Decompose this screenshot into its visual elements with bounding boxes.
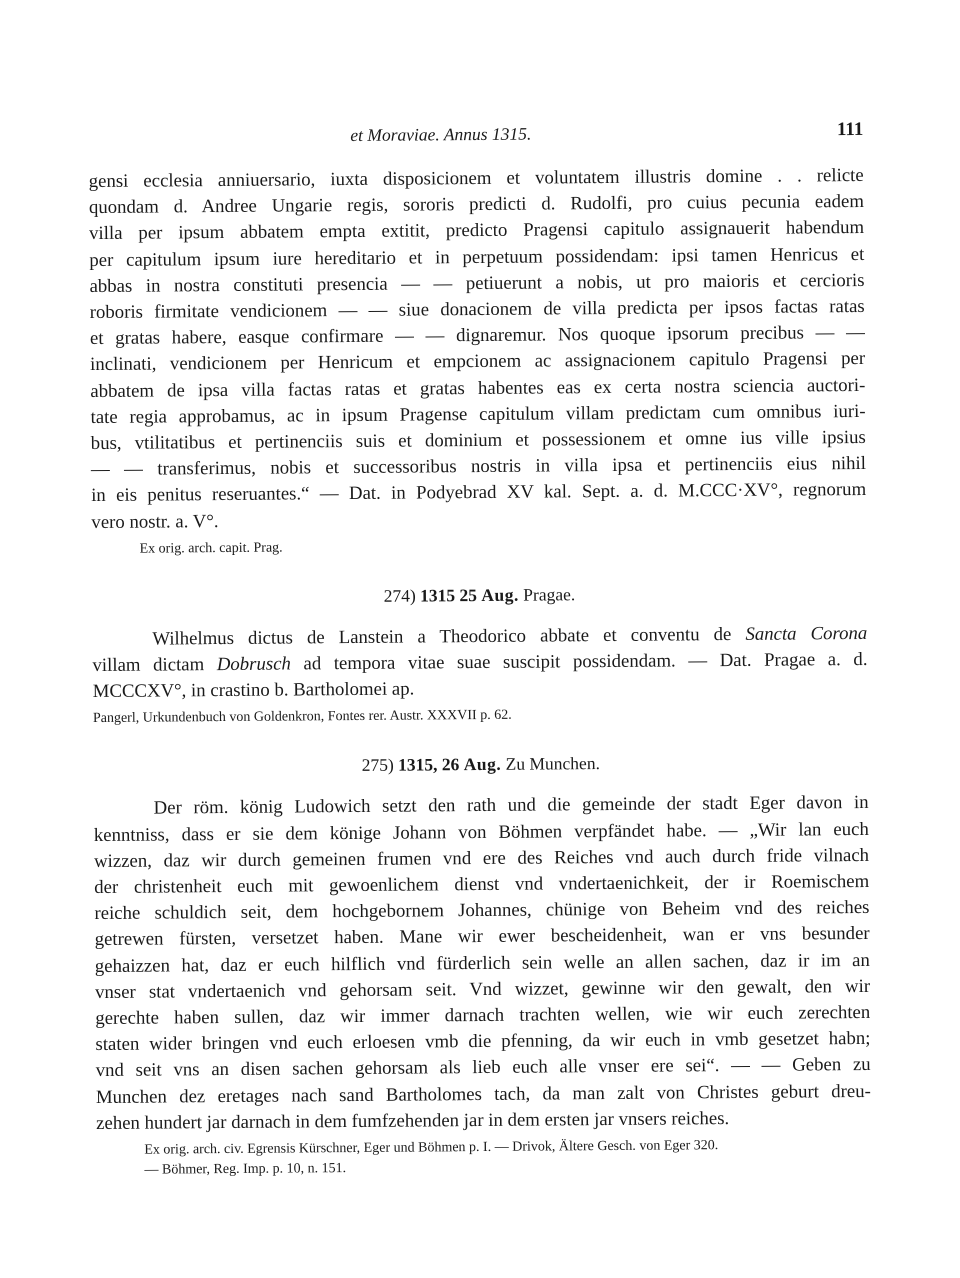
text-line: Munchen dez eretages nach sand Bartholomes tach, da man zalt von Christes geburt dreu-: [95, 1080, 871, 1108]
text-line: reiche schuldich seit, dem hochgebornem Johannes, chünige von Beheim vnd des reiches: [94, 897, 870, 925]
text-fragment: Wilhelmus dictus de Lanstein a Theodorico abbate et conventu de: [152, 623, 732, 650]
source-citation: [96, 1135, 871, 1181]
text-line: per capitulum ipsum iure hereditario et in perpetuum possidendam: ipsi tamen Henricus et: [89, 243, 865, 271]
text-line: bus, vtilitatibus et pertinenciis suis et dominium et possessionem et omne ius ville ipsius: [90, 426, 866, 455]
text-line: gerechte haben sullen, daz wir immer darnach trachten wellen, wie wir euch zerechten: [95, 1002, 871, 1030]
text-line: abbas in nostra constituti presencia — — petiuerunt a nobis, ut pro maioris et cercioris: [89, 269, 865, 297]
text-line: roboris firmitate vendicionem — — siue donacionem de villa predicta per ipsos factas ratas: [89, 295, 865, 324]
text-line: in eis penitus reseruantes.“ — Dat. in Podyebrad XV kal. Sept. a. d. M.CCC·XV°, regnorum: [91, 479, 867, 507]
entry-heading-274: [92, 582, 867, 609]
entry-year: 1315: [420, 585, 456, 606]
source-citation: [92, 534, 867, 560]
entry-year: 1315,: [398, 754, 438, 776]
source-citation: [93, 703, 868, 729]
running-title: et Moraviae. Annus 1315.: [350, 123, 532, 146]
entry-month: Aug.: [481, 584, 519, 605]
text-line: inclinati, vendicionem per Henricum et empcionem ac assignacionem capitulo Pragensi per: [90, 348, 866, 376]
entry-number: 275): [361, 755, 394, 776]
text-line: tate regia approbamus, ac in ipsum Pragense capitulum villam predictam cum omnibus iuri-: [90, 400, 866, 428]
entry-place: Zu Munchen.: [505, 753, 600, 775]
text-fragment: ad tempora vitae suae suscipit possidendam. — Dat. Pragae a. d.: [303, 649, 868, 675]
text-fragment: villam dictam: [92, 654, 205, 677]
entry-text-275: [94, 790, 872, 1137]
entry-day: 25: [459, 584, 478, 606]
text-line: gehaizzen hat, daz er euch hilflich vnd fürderlich sein welle an allen sachen, daz ir im an: [94, 949, 870, 977]
page-header: [88, 119, 863, 155]
page-number: 111: [836, 118, 864, 141]
italic-name: Dobrusch: [216, 653, 291, 676]
text-line: vero nostr. a. V°.: [91, 510, 219, 533]
text-line: quondam d. Andree Ungarie regis, sororis predicti d. Rudolfi, pro cuius pecunia eadem: [88, 191, 864, 219]
text-line: abbatem de ipsa villa factas ratas et gratas habentes eas ex certa nostra sciencia auctori-: [90, 374, 866, 402]
entry-heading-275: [93, 751, 868, 778]
source-line: — Böhmer, Reg. Imp. p. 10, n. 151.: [144, 1161, 347, 1178]
charter-continuation: [89, 163, 867, 536]
source-line: Ex orig. arch. civ. Egrensis Kürschner, Eger und Böhmen p. I. — Drivok, Ältere Gesch. von Eger 320.: [144, 1138, 719, 1158]
entry-month: Aug.: [463, 754, 502, 775]
text-line: — — transferimus, nobis et successoribus nostris in villa ipsa et pertinenciis eius nihil: [90, 453, 867, 481]
text-line: staten wider bringen vnd euch erloesen vmb die pfenning, da wir euch in vmb gesetzet habn;: [95, 1028, 871, 1056]
entry-summary-274: [92, 621, 868, 706]
text-line: zehen hundert jar darnach in dem fumfzehenden jar in dem ersten jar vnsers reiches.: [96, 1107, 730, 1134]
italic-name: Sancta Corona: [745, 622, 868, 645]
text-line: wizzen, daz wir durch gemeinen frumen vnd ere des Reiches vnd auch durch fride vilnach: [93, 844, 870, 872]
text-line: villa per ipsum abbatem empta extitit, predicto Pragensi capitulo assignauerit habendum: [89, 217, 865, 245]
entry-day: 26: [441, 754, 460, 775]
text-line: MCCCXV°, in crastino b. Bartholomei ap.: [92, 678, 415, 703]
entry-place: Pragae.: [523, 584, 576, 605]
text-line: et gratas habere, easque confirmare — — dignaremur. Nos quoque ipsorum precibus — —: [89, 322, 865, 350]
source-line: Pangerl, Urkundenbuch von Goldenkron, Fontes rer. Austr. XXXVII p. 62.: [92, 708, 512, 727]
text-line: vnd seit vns an disen sachen gehorsam als lieb euch alle vnser ere sei“. — — Geben zu: [95, 1054, 871, 1082]
source-line: Ex orig. arch. capit. Prag.: [139, 540, 283, 557]
text-line: vnser stat vndertaenich vnd gehorsam seit. Vnd wizzet, gewinne wir den gewalt, den wir: [94, 975, 871, 1003]
text-line: getrewen fürsten, versetzet haben. Mane wir ewer bescheidenheit, wan er vns besunder: [94, 923, 870, 951]
text-line: Der röm. könig Ludowich setzt den rath und die gemeinde der stadt Eger davon in: [153, 792, 869, 820]
text-line: kenntniss, dass er sie dem könige Johann von Böhmen verpfändet habe. — „Wir lan euch: [93, 818, 869, 846]
text-line: gensi ecclesia anniuersario, iuxta disposicionem et voluntatem illustris domine . . relicte: [88, 164, 864, 193]
entry-number: 274): [383, 585, 416, 606]
text-line: der christenheit euch mit gewoenlichem dienst vnd vndertaenichkeit, der ir Roemischem: [94, 871, 870, 899]
page-body: [89, 163, 872, 1181]
